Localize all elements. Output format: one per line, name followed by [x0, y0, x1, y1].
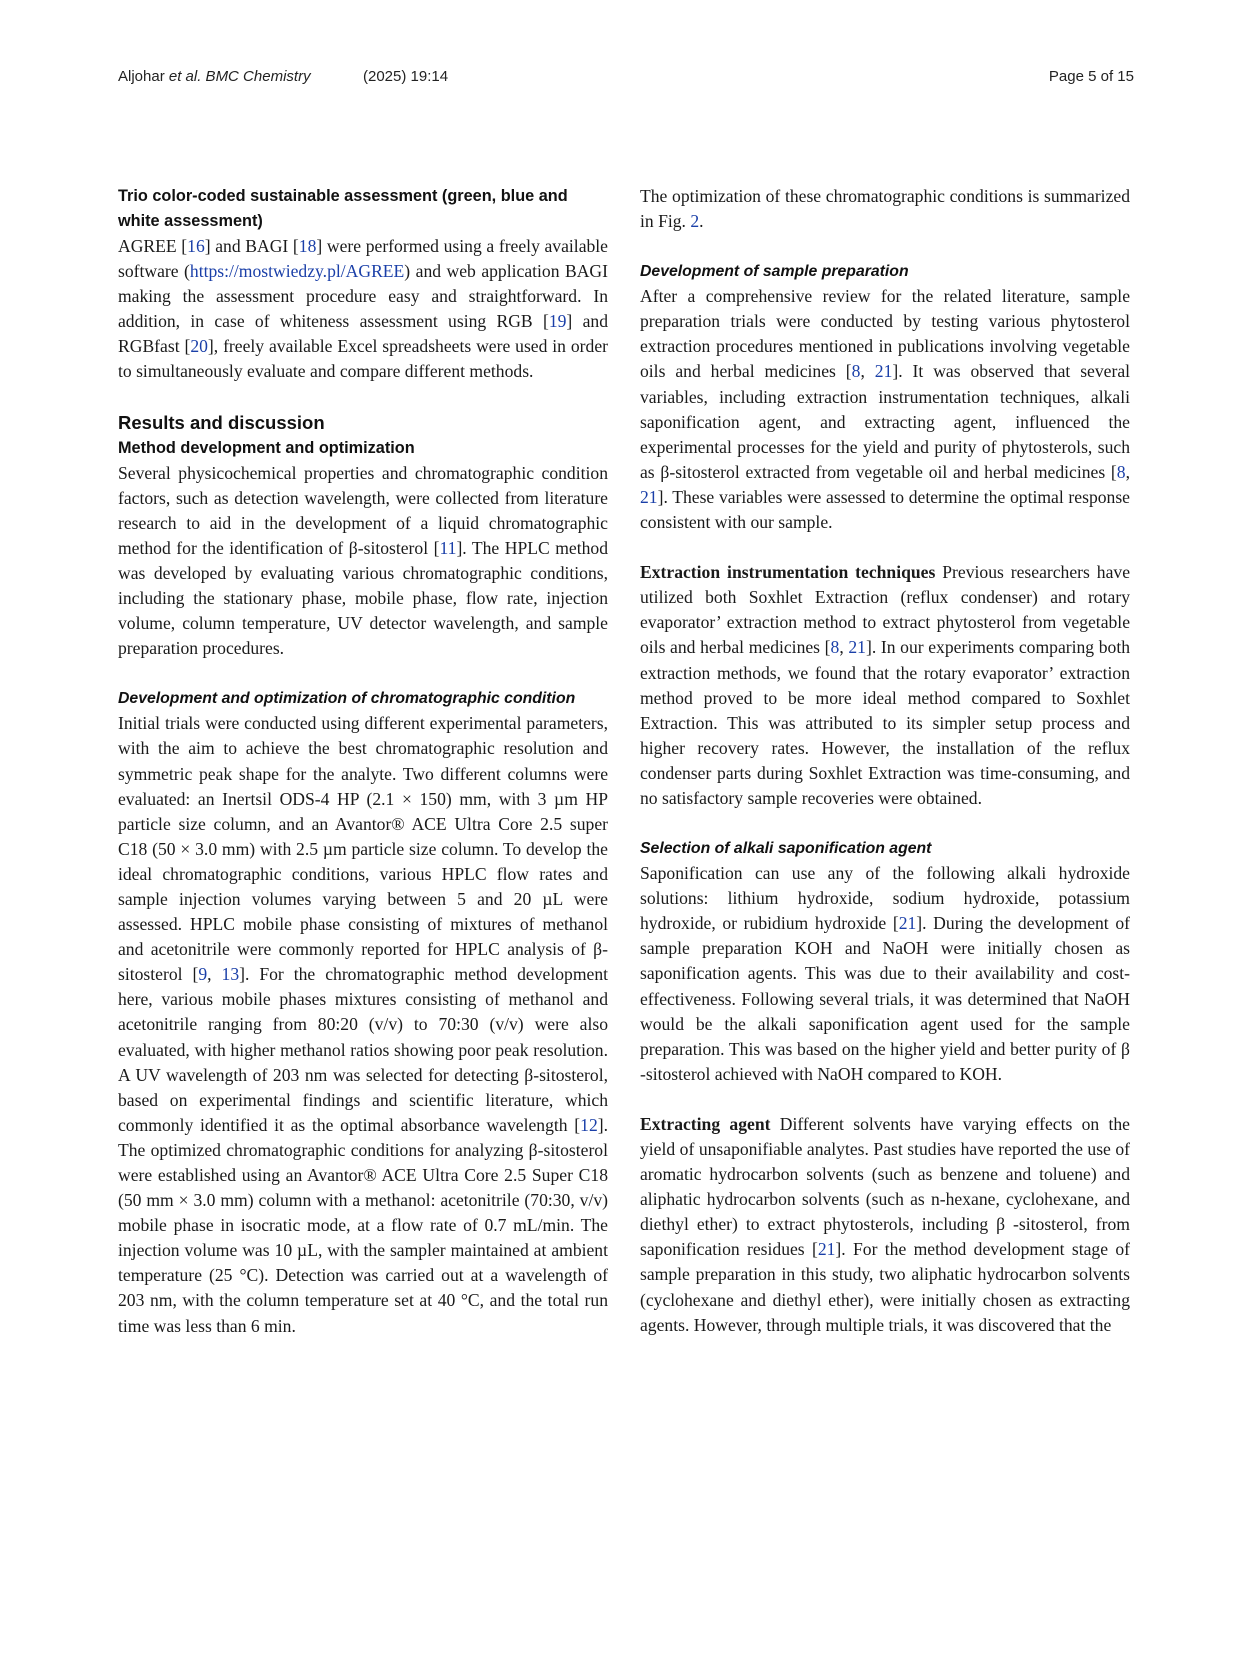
- heading-sample-preparation: Development of sample preparation: [640, 263, 909, 281]
- citation-link[interactable]: 21: [817, 1239, 836, 1260]
- text: Initial trials were conducted using different experimental parameters, with the aim to achieve the best chromatographic resolution and symmetric peak shape for the analyte. Two different columns were evaluated: an Inertsil ODS-4 HP (2.1 × 150) mm, with 3 µm HP particle size column, and an Avantor® ACE Ultra Core 2.5 super C18 (50 × 3.0 mm) with 2.5 µm particle size column. To develop the ideal chromatographic conditions, various HPLC flow rates and sample injection volumes varying between 5 and 20 µL were assessed. HPLC mobile phase consisting of mixtures of methanol and acetonitrile were commonly reported for HPLC analysis of β-sitosterol [: [118, 713, 608, 985]
- citation-link[interactable]: 21: [848, 637, 866, 658]
- left-column: [118, 184, 608, 1339]
- paragraph-trio-assessment: [118, 234, 608, 385]
- heading-results-and-discussion: Results and discussion: [118, 411, 325, 433]
- text: The optimization of these chromatographic conditions is summarized in Fig.: [640, 186, 1130, 232]
- paragraph-extraction-techniques: [640, 560, 1130, 811]
- text: ]. The HPLC method was developed by evaluating various chromatographic conditions, including the stationary phase, mobile phase, flow rate, injection volume, column temperature, UV detector wavelength, and sample preparation procedures.: [118, 537, 609, 659]
- paragraph-summary: [640, 184, 1130, 234]
- page-header: [118, 68, 1134, 92]
- text: ) and web application BAGI making the assessment procedure easy and straightforward. In addition, in case of whiteness assessment using RGB [: [118, 261, 608, 332]
- citation-link[interactable]: 18: [298, 236, 317, 256]
- text: ]. These variables were assessed to determine the optimal response consistent with our sample.: [640, 486, 1130, 533]
- citation-link[interactable]: 16: [187, 236, 205, 256]
- heading-method-development: Method development and optimization: [118, 438, 415, 457]
- running-head-author: Aljohar: [118, 68, 169, 85]
- text: Several physicochemical properties and chromatographic condition factors, such as detection wavelength, were collected from literature research to aid in the development of a liquid chromatographic method for the identification of β-sitosterol [: [118, 462, 608, 558]
- text: ,: [839, 637, 849, 658]
- citation-link[interactable]: 19: [548, 311, 567, 332]
- paragraph-chromatographic-condition: [118, 711, 608, 1338]
- heading-alkali-saponification: Selection of alkali saponification agent: [640, 840, 932, 858]
- citation-link[interactable]: 21: [898, 913, 917, 934]
- citation-link[interactable]: 11: [439, 537, 457, 558]
- text: ] and RGBfast [: [118, 311, 608, 357]
- text: After a comprehensive review for the related literature, sample preparation trials were conducted by testing various phytosterol extraction procedures mentioned in publications involving vegetable oils and herbal medicines [: [640, 286, 1130, 382]
- citation-link[interactable]: 20: [190, 336, 208, 357]
- citation-link[interactable]: 9: [198, 964, 208, 985]
- paragraph-sample-preparation: [640, 284, 1130, 535]
- running-head-journal: BMC Chemistry: [201, 68, 311, 85]
- citation-year: (2025) 19:14: [363, 68, 449, 85]
- text: ] and BAGI [: [204, 236, 299, 256]
- paragraph-alkali-saponification: [640, 861, 1130, 1087]
- page-number: Page 5 of 15: [1048, 68, 1134, 85]
- text: ], freely available Excel spreadsheets were used in order to simultaneously evaluate and compare different methods.: [118, 336, 608, 382]
- text: ]. During the development of sample preparation KOH and NaOH were initially chosen as saponification agents. This was due to their availability and cost-effectiveness. Following several trials, it was determined that NaOH would be the alkali saponification agent used for the sample preparation. This was based on the higher yield and better purity of β -sitosterol achieved with NaOH compared to KOH.: [640, 913, 1130, 1084]
- text: ] were performed using a freely available software (: [118, 236, 608, 282]
- right-column: [640, 184, 1130, 1338]
- text: Different solvents have varying effects on the yield of unsaponifiable analytes. Past studies have reported the use of aromatic hydrocarbon solvents (such as benzene and toluene) and aliphatic hydrocarbon solvents (such as n-hexane, cyclohexane, and diethyl ether) to extract phytosterols, including β -sitosterol, from saponification residues [: [640, 1113, 1130, 1260]
- text: ,: [860, 361, 875, 382]
- text: Saponification can use any of the following alkali hydroxide solutions: lithium hydroxide, sodium hydroxide, potassium hydroxide, or rubidium hydroxide [: [640, 863, 1130, 934]
- citation-link[interactable]: 12: [580, 1114, 598, 1135]
- text: ,: [207, 964, 222, 985]
- run-in-heading: Extraction instrumentation techniques: [640, 562, 936, 583]
- citation-link[interactable]: 8: [851, 361, 861, 382]
- run-in-heading: Extracting agent: [640, 1113, 771, 1134]
- running-head-etal: et al.: [168, 68, 202, 85]
- text: ]. It was observed that several variables, including extraction instrumentation techniques, alkali saponification agent, and extracting agent, influenced the experimental processes for the yield and purity of phytosterols, such as β-sitosterol extracted from vegetable oil and herbal medicines [: [640, 361, 1131, 482]
- running-head: [118, 68, 311, 85]
- text: ]. In our experiments comparing both extraction methods, we found that the rotary evaporator’ extraction method proved to be more ideal method compared to Soxhlet Extraction. This was attributed to its simpler setup process and higher recovery rates. However, the installation of the reflux condenser parts during Soxhlet Extraction was time-consuming, and no satisfactory sample recoveries were obtained.: [640, 637, 1131, 808]
- heading-chromatographic-condition: Development and optimization of chromatographic condition: [118, 690, 576, 708]
- citation-link[interactable]: 13: [221, 964, 240, 985]
- citation-link[interactable]: 8: [1116, 461, 1126, 482]
- citation-link[interactable]: 8: [830, 637, 840, 658]
- figure-link[interactable]: 2: [690, 211, 700, 232]
- citation-link[interactable]: 21: [640, 486, 658, 507]
- text: ]. For the chromatographic method development here, various mobile phases mixtures consisting of methanol and acetonitrile ranging from 80:20 (v/v) to 70:30 (v/v) were also evaluated, with higher methanol ratios showing poor peak resolution. A UV wavelength of 203 nm was selected for detecting β-sitosterol, based on experimental findings and scientific literature, which commonly identified it as the optimal absorbance wavelength [: [118, 964, 609, 1135]
- text: AGREE [: [118, 236, 188, 256]
- text: ]. For the method development stage of sample preparation in this study, two aliphatic hydrocarbon solvents (cyclohexane and diethyl ether), were initially chosen as extracting agents. However, through multiple trials, it was discovered that the: [640, 1239, 1130, 1335]
- text: ]. The optimized chromatographic conditions for analyzing β-sitosterol were established using an Avantor® ACE Ultra Core 2.5 Super C18 (50 mm × 3.0 mm) column with a methanol: acetonitrile (70:30, v/v) mobile phase in isocratic mode, at a flow rate of 0.7 mL/min. The injection volume was 10 µL, with the sampler maintained at ambient temperature (25 °C). Detection was carried out at a wavelength of 203 nm, with the column temperature set at 40 °C, and the total run time was less than 6 min.: [118, 1114, 608, 1336]
- paragraph-method-development: [118, 461, 608, 662]
- text: ,: [1125, 461, 1130, 482]
- text: Previous researchers have utilized both Soxhlet Extraction (reflux condenser) and rotary evaporator’ extraction method to extract phytosterol from vegetable oils and herbal medicines [: [640, 562, 1130, 658]
- citation-link[interactable]: 21: [874, 361, 893, 382]
- paragraph-extracting-agent: [640, 1112, 1130, 1338]
- heading-trio-assessment: Trio color-coded sustainable assessment (green, blue and white assessment): [118, 187, 568, 230]
- text: .: [699, 211, 704, 232]
- agree-software-link[interactable]: https://mostwiedzy.pl/AGREE: [189, 261, 405, 282]
